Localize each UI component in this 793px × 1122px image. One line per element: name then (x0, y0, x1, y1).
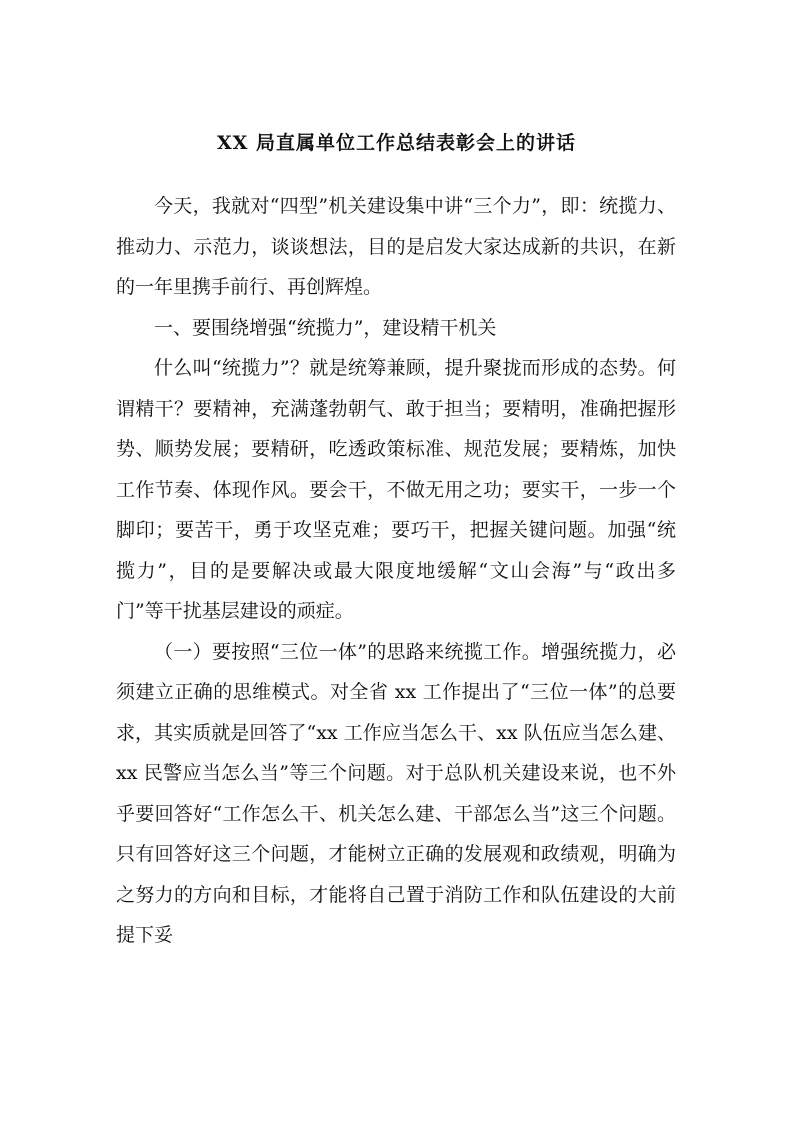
section-heading-1: 一、要围绕增强“统揽力”，建设精干机关 (154, 316, 497, 339)
paragraph-intro: 今天，我就对“四型”机关建设集中讲“三个力”，即：统揽力、推动力、示范力，谈谈想法，目的是启发大家达成新的共识，在新的一年里携手前行、再创辉煌。 (116, 195, 676, 298)
paragraph-section-1: 什么叫“统揽力”？就是统筹兼顾，提升聚拢而形成的态势。何谓精干？要精神，充满蓬勃朝气、敢于担当；要精明，准确把握形势、顺势发展；要精研，吃透政策标准、规范发展；要精炼，加快工作节奏、体现作风。要会干，不做无用之功；要实干，一步一个脚印；要苦干，勇于攻坚克难；要巧干，把握关键问题。加强“统揽力”，目的是要解决或最大限度地缓解“文山会海”与“政出多门”等干扰基层建设的顽症。 (116, 357, 676, 622)
document-body (116, 186, 676, 956)
paragraph-subsection-1: （一）要按照“三位一体”的思路来统揽工作。增强统揽力，必须建立正确的思维模式。对全省 xx 工作提出了“三位一体”的总要求，其实质就是回答了“xx 工作应当怎么干、xx 队伍应当怎么建、xx 民警应当怎么当”等三个问题。对于总队机关建设来说，也不外乎要回答好“工作怎么干、机关怎么建、干部怎么当”这三个问题。只有回答好这三个问题，才能树立正确的发展观和政绩观，明确为之努力的方向和目标，才能将自己置于消防工作和队伍建设的大前提下妥 (116, 640, 676, 946)
document-title: XX 局直属单位工作总结表彰会上的讲话 (216, 132, 577, 154)
